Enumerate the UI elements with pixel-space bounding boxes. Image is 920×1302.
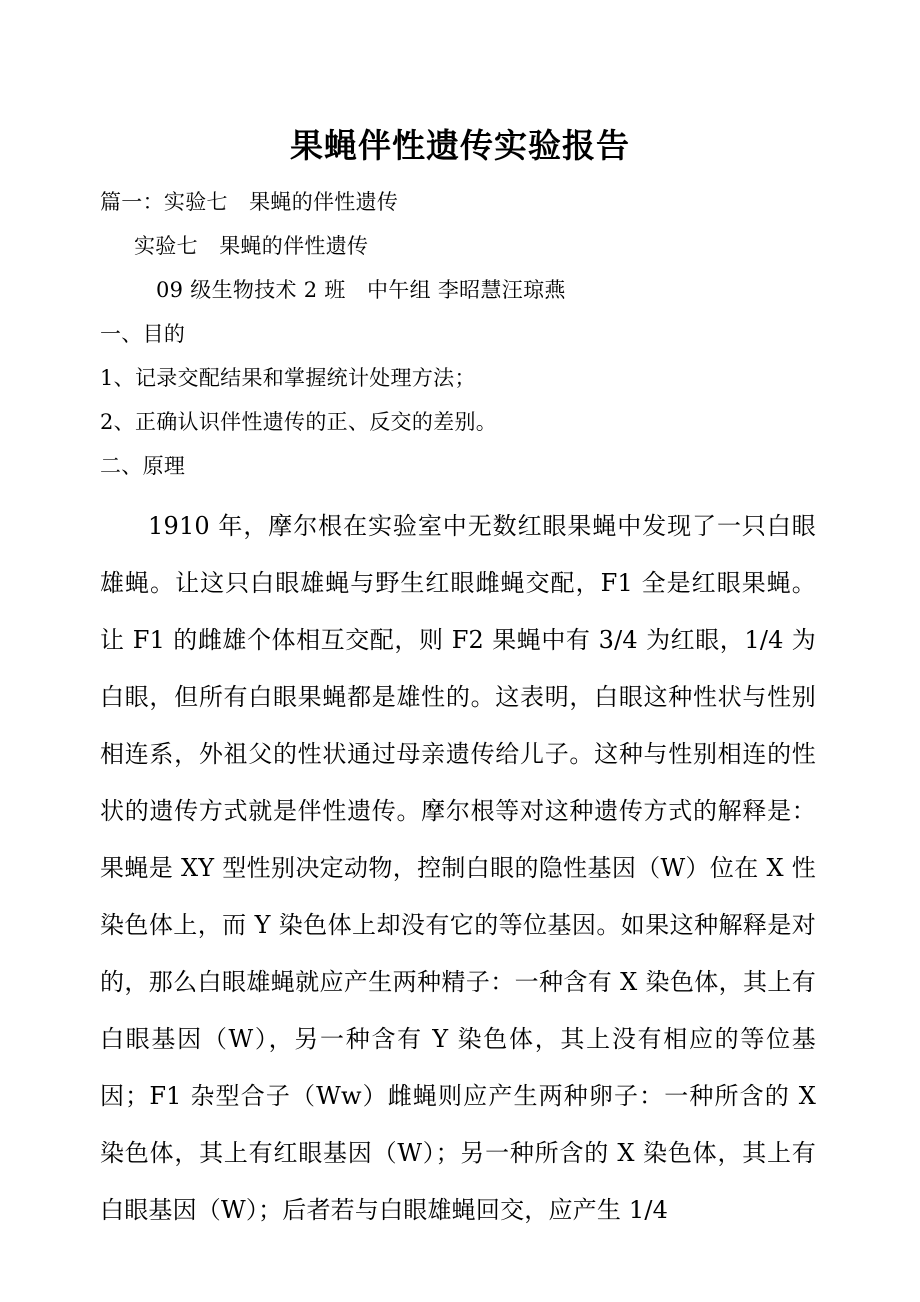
purpose-item-2: 2、正确认识伴性遗传的正、反交的差别。 — [100, 410, 498, 434]
section-heading-principle: 二、原理 — [100, 454, 186, 478]
heading-line-source: 篇一：实验七 果蝇的伴性遗传 — [100, 190, 399, 214]
purpose-item-1: 1、记录交配结果和掌握统计处理方法； — [100, 366, 476, 390]
section-heading-purpose: 一、目的 — [100, 322, 186, 346]
page-title: 果蝇伴性遗传实验报告 — [290, 126, 630, 166]
heading-line-class-authors: 09 级生物技术 2 班 中午组 李昭慧汪琼燕 — [156, 278, 566, 302]
document-body — [100, 180, 816, 1263]
heading-line-experiment: 实验七 果蝇的伴性遗传 — [134, 234, 369, 258]
principle-paragraph: 1910 年，摩尔根在实验室中无数红眼果蝇中发现了一只白眼雄蝇。让这只白眼雄蝇与野生红眼雌蝇交配，F1 全是红眼果蝇。让 F1 的雌雄个体相互交配，则 F2 果蝇中有 3/4 为红眼，1/4 为白眼，但所有白眼果蝇都是雄性的。这表明，白眼这种性状与性别相连系，外祖父的性状通过母亲遗传给儿子。这种与性别相连的性状的遗传方式就是伴性遗传。摩尔根等对这种遗传方式的解释是：果蝇是 XY 型性别决定动物，控制白眼的隐性基因（W）位在 X 性染色体上，而 Y 染色体上却没有它的等位基因。如果这种解释是对的，那么白眼雄蝇就应产生两种精子：一种含有 X 染色体，其上有白眼基因（W），另一种含有 Y 染色体，其上没有相应的等位基因；F1 杂型合子（Ww）雌蝇则应产生两种卵子：一种所含的 X 染色体，其上有红眼基因（W）；另一种所含的 X 染色体，其上有白眼基因（W）；后者若与白眼雄蝇回交，应产生 1/4 — [100, 512, 816, 1224]
